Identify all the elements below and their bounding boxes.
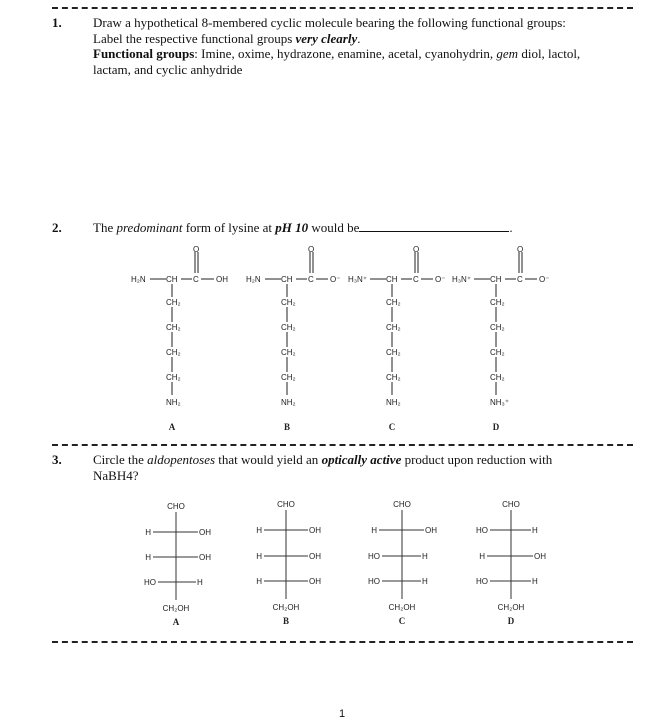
left-substituent: H (145, 528, 151, 537)
alpha-ch: CH (386, 275, 398, 284)
right-substituent: OH (309, 577, 321, 586)
q1-line2-prefix: Label the respective functional groups (93, 30, 296, 46)
q2-suffix: would be (308, 220, 360, 235)
option-label: D (507, 616, 515, 626)
right-substituent: OH (199, 553, 211, 562)
left-substituent: H (479, 552, 485, 561)
right-substituent: OH (534, 552, 546, 561)
q3-line2: NaBH4? (93, 467, 139, 483)
q2-emphasis-ph: pH 10 (275, 220, 309, 235)
aldehyde-group: CHO (167, 502, 185, 511)
left-substituent: HO (368, 577, 380, 586)
left-substituent: H (371, 526, 377, 535)
right-substituent: H (532, 526, 538, 535)
q3-mid: that would yield an (215, 452, 322, 467)
right-substituent: H (532, 577, 538, 586)
separator-q2-q3 (52, 444, 633, 446)
right-substituent: OH (425, 526, 437, 535)
q2-mid: form of lysine at (182, 220, 276, 235)
alpha-ch: CH (490, 275, 502, 284)
page-number: 1 (339, 708, 346, 720)
alpha-ch: CH (281, 275, 293, 284)
aldehyde-group: CHO (277, 500, 295, 509)
carboxyl-c: C (308, 275, 314, 284)
side-chain-ammonium: NH₃⁺ (490, 398, 510, 407)
ch2: CH₂ (490, 323, 505, 332)
left-substituent: HO (144, 578, 156, 587)
q3-suffix: product upon reduction with (401, 452, 553, 467)
lysine-option-a[interactable] (131, 245, 228, 432)
lysine-structures (0, 240, 668, 440)
q2-period: . (509, 220, 513, 235)
q3-emphasis-aldopentoses: aldopentoses (147, 452, 216, 467)
carbonyl-o: O (517, 245, 524, 254)
q1-groups-text-b: diol, lactol, (518, 46, 581, 61)
option-label: C (398, 616, 406, 626)
hydroxymethyl-group: CH₂OH (497, 603, 525, 612)
right-substituent: H (197, 578, 203, 587)
right-substituent: OH (309, 552, 321, 561)
ch2: CH₂ (166, 373, 181, 382)
right-substituent: OH (309, 526, 321, 535)
question-2-text (93, 220, 638, 236)
right-substituent: H (422, 577, 428, 586)
carboxyl-group: OH (216, 275, 228, 284)
carboxyl-c: C (517, 275, 523, 284)
answer-blank[interactable] (359, 220, 509, 232)
question-1-groups-line2: lactam, and cyclic anhydride (93, 61, 243, 77)
alpha-amine: H₂N (246, 275, 261, 284)
aldopentose-option-c[interactable] (368, 500, 437, 626)
q1-emphasis-very-clearly: very clearly (295, 30, 358, 46)
lysine-option-d[interactable] (452, 245, 549, 432)
ch2: CH₂ (386, 323, 401, 332)
separator-top (52, 7, 633, 9)
q2-emphasis-predominant: predominant (116, 220, 183, 235)
q1-groups-text-a: : Imine, oxime, hydrazone, enamine, acetal, cyanohydrin, (194, 46, 497, 61)
side-chain-amine: NH₂ (281, 398, 296, 407)
hydroxymethyl-group: CH₂OH (162, 604, 190, 613)
option-label: A (172, 617, 180, 627)
question-1-number: 1. (52, 15, 62, 30)
left-substituent: H (145, 553, 151, 562)
alpha-amine: H₂N (131, 275, 146, 284)
aldopentose-option-b[interactable] (256, 500, 321, 626)
ch2: CH₂ (166, 298, 181, 307)
ch2: CH₂ (166, 348, 181, 357)
carbonyl-o: O (413, 245, 420, 254)
hydroxymethyl-group: CH₂OH (272, 603, 300, 612)
ch2: CH₂ (166, 323, 181, 332)
q1-groups-gem: gem (496, 46, 519, 61)
ch2: CH₂ (386, 298, 401, 307)
aldopentose-option-a[interactable] (144, 502, 211, 627)
question-2-number: 2. (52, 220, 62, 235)
fischer-projections (0, 495, 668, 635)
ch2: CH₂ (281, 348, 296, 357)
alpha-ammonium: H₃N⁺ (348, 275, 368, 284)
carboxylate: O⁻ (539, 275, 550, 284)
carboxyl-c: C (413, 275, 419, 284)
q3-emphasis-optically-active: optically active (321, 452, 402, 467)
q3-prefix: Circle the (93, 452, 148, 467)
carbonyl-o: O (308, 245, 315, 254)
question-1-line1: Draw a hypothetical 8-membered cyclic molecule bearing the following functional groups: (93, 15, 566, 30)
ch2: CH₂ (490, 298, 505, 307)
left-substituent: HO (476, 526, 488, 535)
ch2: CH₂ (281, 298, 296, 307)
alpha-ammonium: H₃N⁺ (452, 275, 472, 284)
side-chain-amine: NH₂ (386, 398, 401, 407)
option-label: A (168, 422, 176, 432)
aldehyde-group: CHO (393, 500, 411, 509)
question-3-text (93, 452, 638, 483)
q1-line2-suffix: . (357, 30, 361, 46)
ch2: CH₂ (386, 348, 401, 357)
left-substituent: H (256, 552, 262, 561)
carboxyl-c: C (193, 275, 199, 284)
right-substituent: H (422, 552, 428, 561)
lysine-option-c[interactable] (348, 245, 445, 432)
ch2: CH₂ (490, 348, 505, 357)
question-1-groups (93, 46, 638, 62)
ch2: CH₂ (281, 373, 296, 382)
right-substituent: OH (199, 528, 211, 537)
side-chain-amine: NH₂ (166, 398, 181, 407)
question-1-text (93, 15, 638, 77)
ch2: CH₂ (281, 323, 296, 332)
carbonyl-o: O (193, 245, 200, 254)
separator-bottom (52, 641, 633, 643)
q1-groups-label: Functional groups (93, 46, 195, 61)
ch2: CH₂ (386, 373, 401, 382)
alpha-ch: CH (166, 275, 178, 284)
left-substituent: H (256, 577, 262, 586)
ch2: CH₂ (490, 373, 505, 382)
lysine-option-b[interactable] (246, 245, 340, 432)
hydroxymethyl-group: CH₂OH (388, 603, 416, 612)
left-substituent: HO (368, 552, 380, 561)
aldehyde-group: CHO (502, 500, 520, 509)
left-substituent: H (256, 526, 262, 535)
option-label: D (492, 422, 500, 432)
option-label: C (388, 422, 396, 432)
left-substituent: HO (476, 577, 488, 586)
question-3-number: 3. (52, 452, 62, 467)
option-label: B (282, 616, 290, 626)
carboxylate: O⁻ (330, 275, 341, 284)
option-label: B (283, 422, 291, 432)
carboxylate: O⁻ (435, 275, 446, 284)
question-1-line2 (93, 31, 638, 47)
q2-prefix: The (93, 220, 117, 235)
